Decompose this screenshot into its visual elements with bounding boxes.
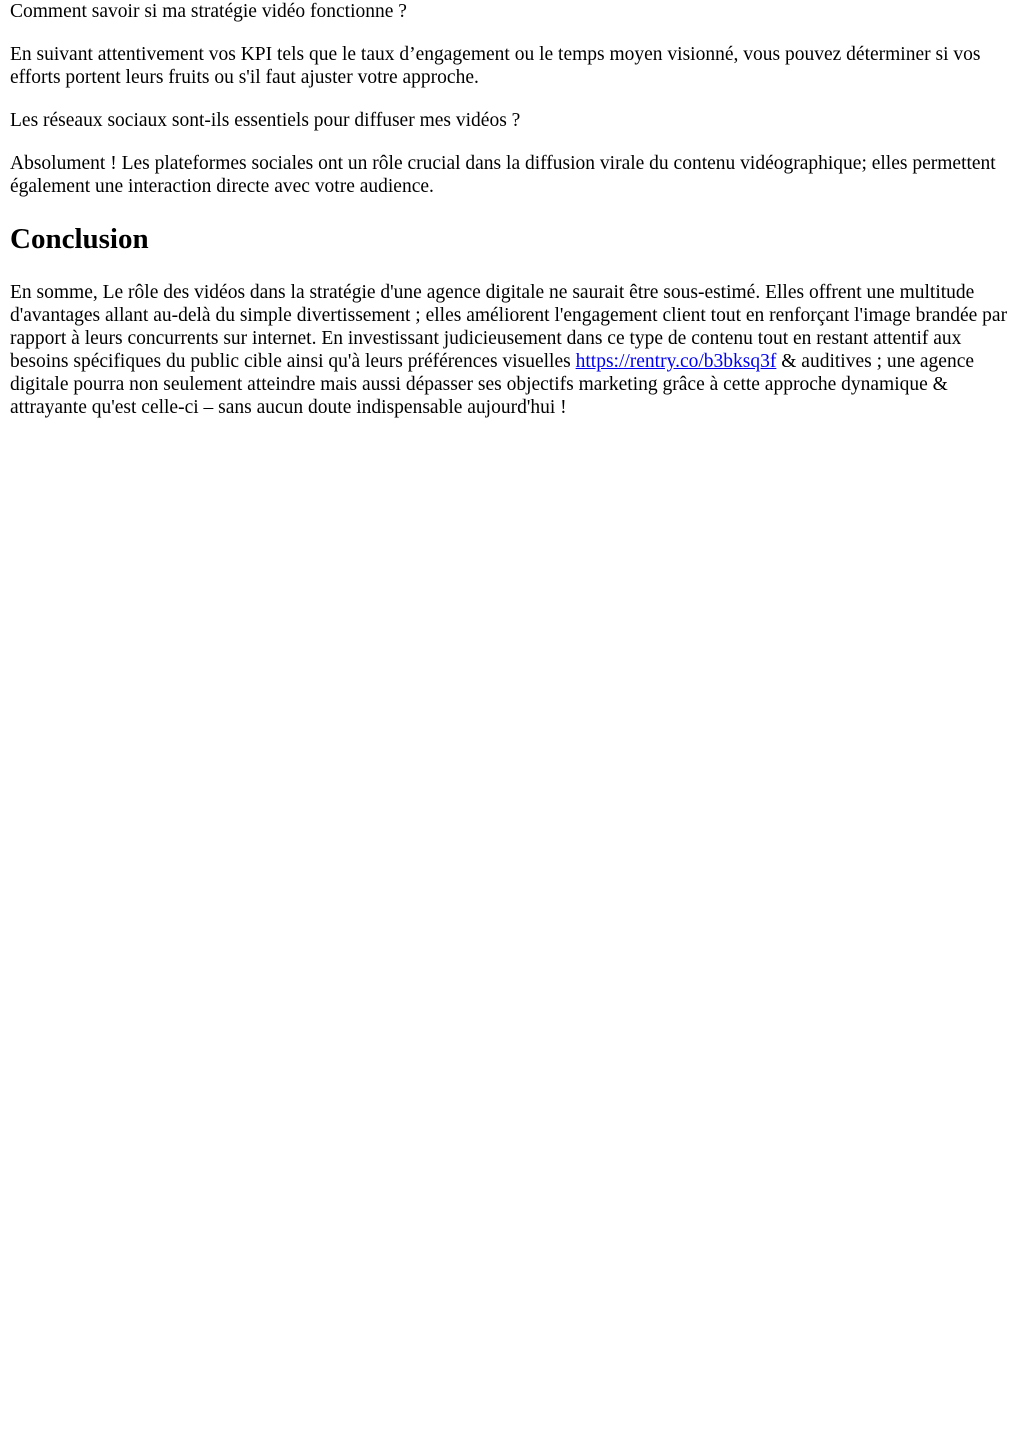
faq-question-1: Comment savoir si ma stratégie vidéo fonctionne ? [10,1,407,22]
document-page [0,0,1024,419]
faq-question-2: Les réseaux sociaux sont-ils essentiels pour diffuser mes vidéos ? [10,110,521,131]
conclusion-text-after-link: & auditives ; une agence digitale pourra non seulement atteindre mais aussi dépasser ses objectifs marketing grâce à cette approche dynamique & attrayante qu'est celle-ci – sans aucun doute indispensable aujourd'hui ! [10,351,975,418]
conclusion-paragraph [10,281,1016,419]
rentry-link[interactable]: https://rentry.co/b3bksq3f [575,351,777,372]
conclusion-heading: Conclusion [10,223,149,255]
faq-answer-1: En suivant attentivement vos KPI tels que le taux d’engagement ou le temps moyen visionné, vous pouvez déterminer si vos efforts portent leurs fruits ou s'il faut ajuster votre approche. [10,44,981,88]
conclusion-text-before-link: En somme, Le rôle des vidéos dans la stratégie d'une agence digitale ne saurait être sous-estimé. Elles offrent une multitude d'avantages allant au-delà du simple divertissement ; elles améliorent l'engagement client tout en renforçant l'image brandée par rapport à leurs concurrents sur internet. En investissant judicieusement dans ce type de contenu tout en restant attentif aux besoins spécifiques du public cible ainsi qu'à leurs préférences visuelles [10,282,1008,372]
faq-answer-2: Absolument ! Les plateformes sociales ont un rôle crucial dans la diffusion virale du contenu vidéographique; elles permettent également une interaction directe avec votre audience. [10,153,996,197]
